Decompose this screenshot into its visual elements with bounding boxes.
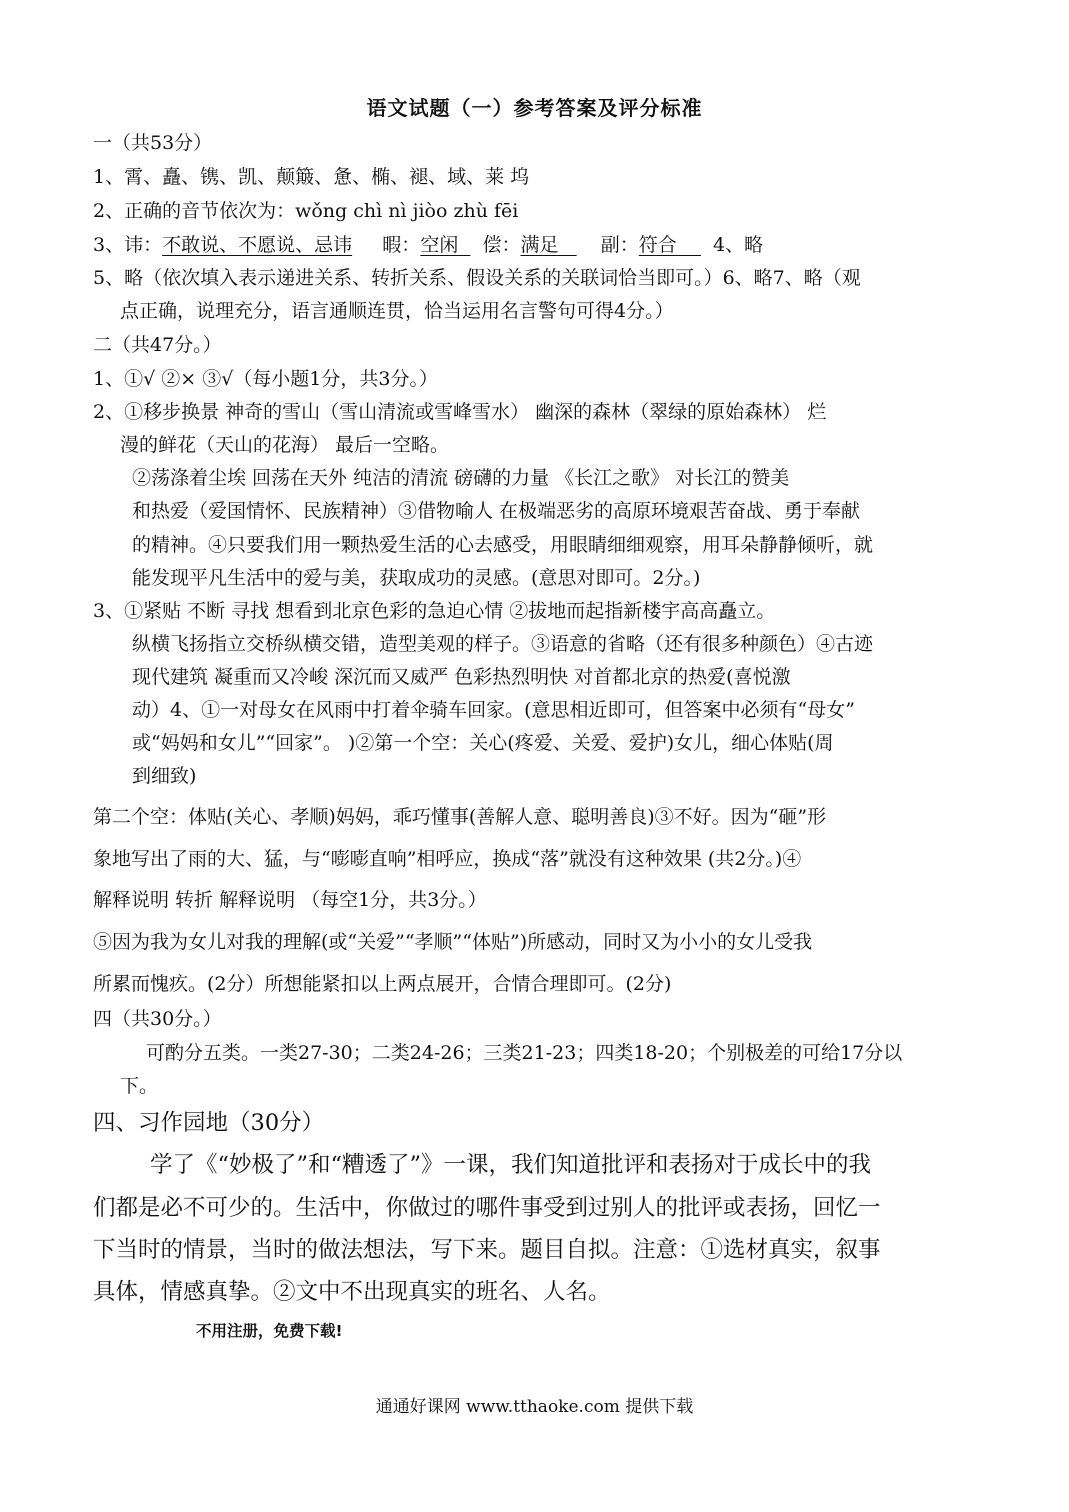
promo-text: 不用注册，免费下载!	[196, 1322, 343, 1340]
text-line: 和热爱（爱国情怀、民族精神）③借物喻人 在极端恶劣的高原环境艰苦奋战、勇于奉献	[132, 500, 861, 522]
text-line: 所累而愧疚。(2分）所想能紧扣以上两点展开，合情合理即可。(2分)	[93, 973, 672, 995]
text-line: 能发现平凡生活中的爱与美，获取成功的灵感。(意思对即可。2分。)	[132, 567, 701, 589]
text-line: 解释说明 转折 解释说明 （每空1分，共3分。）	[93, 889, 487, 911]
text-line: 2、①移步换景 神奇的雪山（雪山清流或雪峰雪水） 幽深的森林（翠绿的原始森林） 烂	[93, 401, 827, 423]
text-line: 到细致)	[132, 765, 197, 787]
text-line: 1、霄、矗、镌、凯、颠簸、惫、椭、褪、域、莱 坞	[93, 166, 530, 188]
text-line: 象地写出了雨的大、猛，与“嘭嘭直响”相呼应，换成“落”就没有这种效果 (共2分。)④	[93, 848, 802, 870]
text-segment: 4、略	[700, 234, 764, 256]
text-line: 动）4、①一对母女在风雨中打着伞骑车回家。(意思相近即可，但答案中必须有“母女”	[132, 699, 855, 721]
text-line: 点正确，说理充分，语言通顺连贯，恰当运用名言警句可得4分。）	[120, 300, 674, 322]
text-line: 可酌分五类。一类27-30；二类24-26；三类21-23；四类18-20；个别极差的可给17分以	[146, 1042, 903, 1064]
text-line: 3、①紧贴 不断 寻找 想看到北京色彩的急迫心情 ②拔地而起指新楼宇高高矗立。	[93, 600, 776, 622]
text-segment: 暇：	[352, 234, 421, 256]
text-line: 1、①√ ②× ③√（每小题1分，共3分。）	[93, 368, 438, 390]
text-line: ②荡涤着尘埃 回荡在天外 纯洁的清流 磅礴的力量 《长江之歌》 对长江的赞美	[132, 467, 790, 489]
underlined-answer: 符合	[638, 234, 701, 256]
text-segment: 3、讳：	[93, 234, 163, 256]
text-line: 5、略（依次填入表示递进关系、转折关系、假设关系的关联词恰当即可。）6、略7、略（观	[93, 267, 861, 289]
text-line: 下当时的情景，当时的做法想法，写下来。题目自拟。注意：①选材真实，叙事	[93, 1237, 881, 1263]
text-line: 们都是必不可少的。生活中，你做过的哪件事受到过别人的批评或表扬，回忆一	[93, 1195, 881, 1221]
text-segment: 副：	[576, 234, 639, 256]
text-line: 的精神。④只要我们用一颗热爱生活的心去感受，用眼睛细细观察，用耳朵静静倾听，就	[132, 534, 874, 556]
text-line: ⑤因为我为女儿对我的理解(或“关爱”“孝顺”“体贴”)所感动，同时又为小小的女儿受我	[93, 931, 813, 953]
footer-text: 通通好课网 www.tthaoke.com 提供下载	[375, 1397, 694, 1417]
underlined-answer: 空闲	[420, 234, 471, 256]
text-line: 漫的鲜花（天山的花海） 最后一空略。	[120, 434, 450, 456]
text-segment: 偿：	[470, 234, 521, 256]
text-line-3	[93, 232, 763, 258]
text-line: 第二个空：体贴(关心、孝顺)妈妈，乖巧懂事(善解人意、聪明善良)③不好。因为“砸”形	[93, 806, 827, 828]
text-line: 二（共47分。）	[93, 334, 222, 356]
text-line: 2、正确的音节依次为：wǒng chì nì jiòo zhù fēi	[93, 200, 519, 222]
text-line: 一（共53分）	[93, 132, 213, 154]
text-line: 学了《“妙极了”和“糟透了”》一课，我们知道批评和表扬对于成长中的我	[150, 1152, 872, 1178]
underlined-answer: 满足	[520, 234, 577, 256]
text-line: 四（共30分。）	[93, 1008, 222, 1030]
section-heading: 四、习作园地（30分）	[93, 1110, 325, 1136]
text-line: 纵横飞扬指立交桥纵横交错，造型美观的样子。③语意的省略（还有很多种颜色）④古迹	[132, 633, 874, 655]
page-title: 语文试题（一）参考答案及评分标准	[366, 96, 703, 120]
text-line: 或“妈妈和女儿”“回家”。 )②第一个空：关心(疼爱、关爱、爱护)女儿，细心体贴(周	[132, 732, 834, 754]
underlined-answer: 不敢说、不愿说、忌讳	[162, 234, 353, 256]
text-line: 具体，情感真挚。②文中不出现真实的班名、人名。	[93, 1279, 611, 1305]
text-line: 下。	[120, 1075, 159, 1097]
text-line: 现代建筑 凝重而又冷峻 深沉而又威严 色彩热烈明快 对首都北京的热爱(喜悦激	[132, 666, 791, 688]
